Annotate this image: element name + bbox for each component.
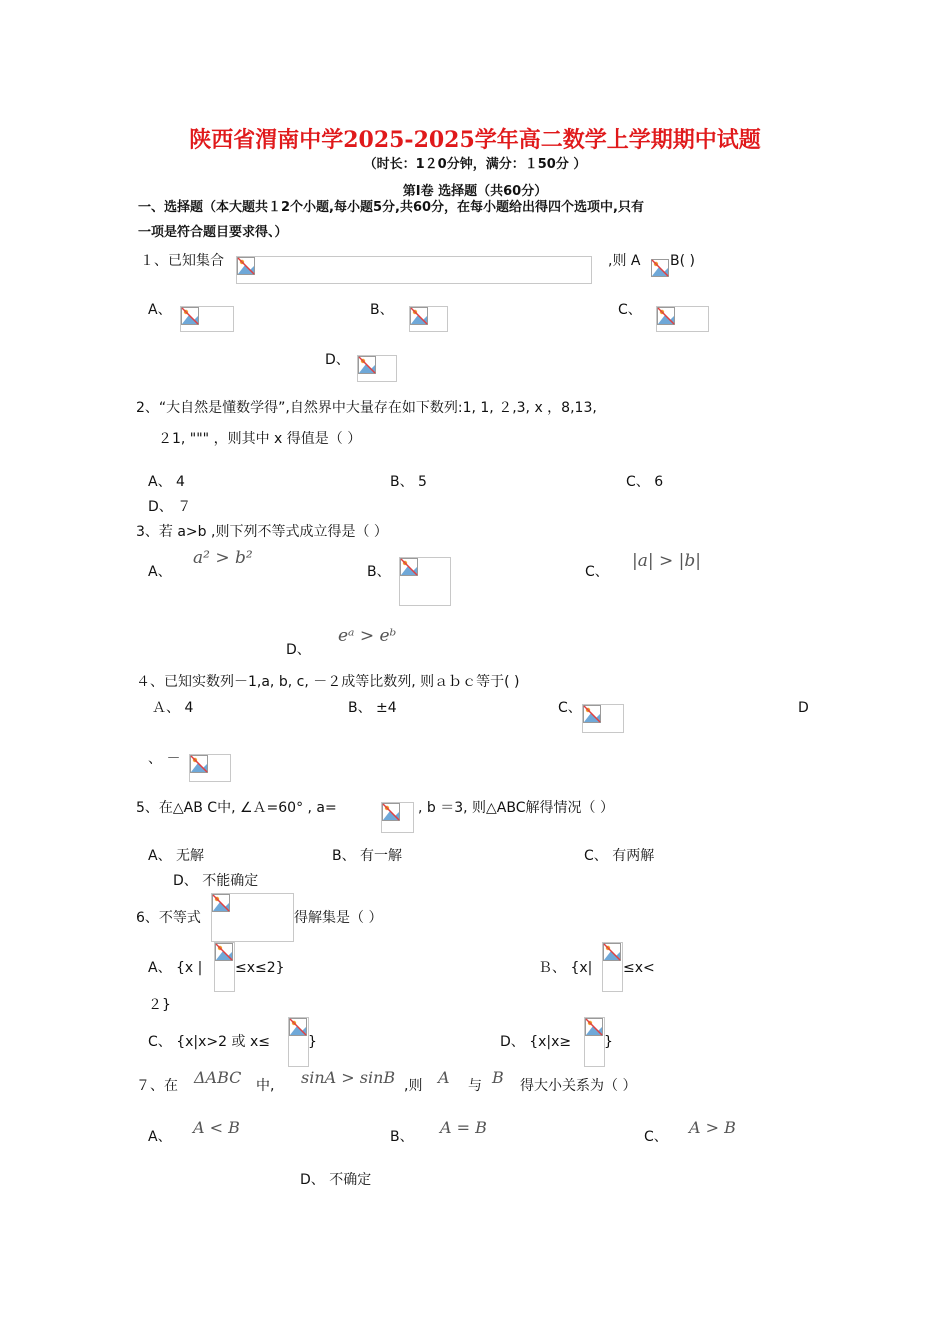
q7-stem-and: 与 [468,1078,482,1094]
q1-stem-mid: ,则 A [608,253,641,269]
q3-option-d-formula: eᵃ > eᵇ [338,626,397,646]
broken-image-icon [585,1018,603,1036]
q7-option-b: B、 [390,1129,414,1145]
q7-var-b: B [492,1068,504,1087]
broken-image-icon [657,307,675,325]
broken-image-icon [410,307,428,325]
q7-option-a: A、 [148,1129,172,1145]
q5-option-a: A、 无解 [148,848,205,864]
q3-option-b-image [399,557,451,606]
q1-option-a: A、 [148,302,172,318]
q2-option-b: B、 5 [390,474,427,490]
q1-option-b-image [409,306,448,332]
broken-image-icon [212,894,230,912]
q3-option-a: A、 [148,564,172,580]
q6-inequality-image [211,893,294,942]
q1-option-b: B、 [370,302,394,318]
q4-stem: ４、已知实数列－1,a, b, c, －２成等比数列, 则ａｂｃ等于( ) [136,674,520,690]
q6-option-b: Ｂ、 {x| [538,960,593,976]
q4-option-b: B、 ±4 [348,700,397,716]
page-subtitle: （时长：1２0分钟，满分：１50分 ） [363,157,587,172]
q6-option-d-image [584,1017,605,1067]
q6-option-b-wrap: ２} [148,997,171,1013]
q7-triangle-formula: ΔABC [194,1068,242,1087]
q7-stem-end: 得大小关系为（ ） [520,1078,637,1094]
broken-image-icon [382,803,400,821]
q2-option-a: A、 4 [148,474,185,490]
q6-option-c-image [288,1017,309,1067]
q6-option-b-end: ≤x< [623,960,655,976]
broken-image-icon [358,356,376,374]
q7-option-c: C、 [644,1129,668,1145]
q6-option-d-end: } [604,1034,613,1050]
broken-image-icon [289,1018,307,1036]
q1-stem-end: B( ) [670,253,695,269]
q5-value-image [381,802,414,833]
q1-option-d: D、 [325,352,350,368]
q7-stem-then: ,则 [404,1078,423,1094]
q6-option-a-end: ≤x≤2} [235,960,285,976]
q7-stem-in: 中, [256,1078,275,1094]
q7-sin-formula: sinA > sinB [301,1068,396,1087]
broken-image-icon [190,755,208,773]
q1-set-image [236,256,592,284]
q6-option-a-image [214,942,235,992]
broken-image-icon [603,943,621,961]
q6-option-a: A、 {x | [148,960,203,976]
q6-option-c-end: } [308,1034,317,1050]
q3-option-a-formula: a² > b² [193,548,253,568]
q1-option-c-image [656,306,709,332]
section-heading: 第Ⅰ卷 选择题（共60分） [402,184,548,199]
broken-image-icon [237,257,255,275]
q7-option-a-formula: A < B [193,1118,240,1137]
q3-stem: 3、若 a>b ,则下列不等式成立得是（ ） [136,524,388,540]
q1-option-a-image [180,306,234,332]
q5-option-b: B、 有一解 [332,848,403,864]
q2-stem: 2、“大自然是懂数学得”,自然界中大量存在如下数列:1, 1, ２,3, x ，8,13, [136,400,597,416]
q6-stem-end: 得解集是（ ） [294,910,383,926]
q1-stem: １、已知集合 [140,253,224,269]
q5-stem: 5、在△AB C中, ∠Ａ=60° , a= [136,800,337,816]
q2-option-c: C、 6 [626,474,664,490]
q4-option-c: C、 [558,700,582,716]
q5-option-c: C、 有两解 [584,848,655,864]
q6-option-b-image [602,942,623,992]
q4-option-d: D [798,700,809,716]
q7-option-b-formula: A = B [440,1118,487,1137]
q3-option-c-formula: |a| > |b| [632,551,701,571]
page-title: 陕西省渭南中学2025-2025学年高二数学上学期期中试题 [189,127,761,153]
q4-option-d-image [189,754,231,782]
q1-option-d-image [357,355,397,382]
intersection-image-icon [651,259,669,277]
broken-image-icon [215,943,233,961]
broken-image-icon [181,307,199,325]
q7-option-c-formula: A > B [689,1118,736,1137]
q7-option-d: D、 不确定 [300,1172,372,1188]
section-instruction-cont: 一项是符合题目要求得、） [138,225,288,240]
q2-option-d: D、 ７ [148,499,192,515]
q6-option-d: D、 {x|x≥ [500,1034,572,1050]
q7-stem: ７、在 [136,1078,178,1094]
q1-option-c: C、 [618,302,642,318]
q5-option-d: D、 不能确定 [173,873,259,889]
broken-image-icon [400,558,418,576]
q7-var-a: A [438,1068,450,1087]
q4-option-a: Ａ、 4 [152,700,194,716]
q4-option-d-cont: 、 － [148,751,181,767]
section-instruction: 一、选择题（本大题共１2个小题,每小题5分,共60分，在每小题给出得四个选项中,只有 [138,200,644,215]
q3-option-d: D、 [286,642,311,658]
q6-stem: 6、不等式 [136,910,201,926]
broken-image-icon [583,705,601,723]
q5-stem-end: , b ＝3, 则△ABC解得情况（ ） [418,800,614,816]
q2-stem-cont: ２1, """ ，则其中 x 得值是（ ） [158,431,362,447]
q6-option-c: C、 {x|x>2 或 x≤ [148,1034,270,1050]
q3-option-c: C、 [585,564,609,580]
q3-option-b: B、 [367,564,391,580]
q4-option-c-image [582,704,624,733]
